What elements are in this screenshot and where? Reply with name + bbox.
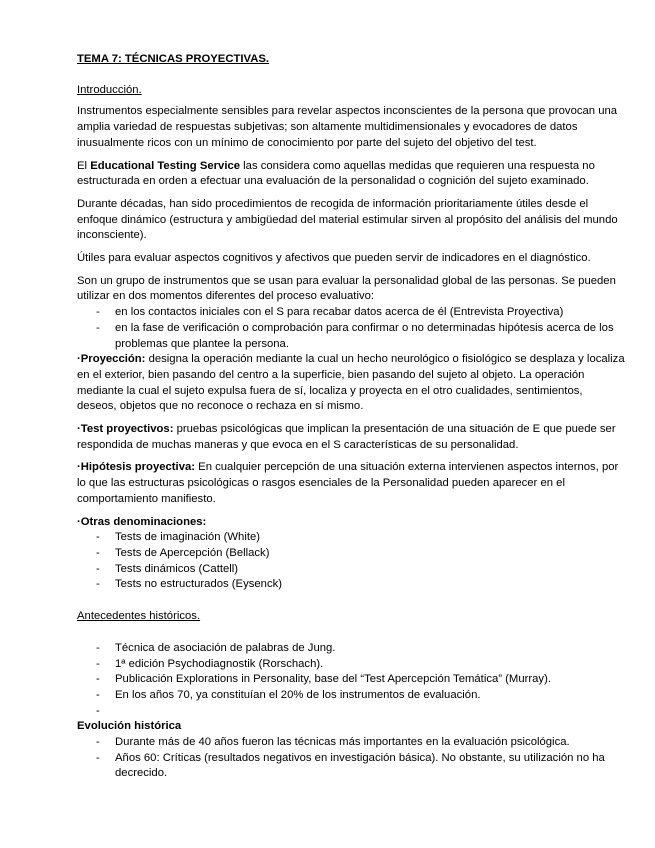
- intro-p2-prefix: El: [77, 159, 91, 172]
- document-page: [77, 52, 625, 782]
- proyeccion-term: ·Proyección:: [77, 353, 146, 366]
- hipotesis-term: ·Hipótesis proyectiva:: [77, 461, 196, 474]
- list-item: - Técnica de asociación de palabras de Jung.: [77, 641, 625, 657]
- antecedentes-list: [77, 641, 625, 720]
- dash-marker: -: [96, 641, 100, 654]
- dash-marker: -: [96, 578, 100, 591]
- dash-marker: -: [96, 321, 100, 334]
- proyeccion-definition: ·Proyección: designa la operación mediante la cual un hecho neurológico o fisiológico se desplaza y localiza en el exterior, bien pasando del centro a la superficie, bien pasando del sujeto al objeto. La operación mediante la cual el sujeto expulsa fuera de sí, localiza y proyecta en el otro cualidades, sentimientos, deseos, objetos que no reconoce o rechaza en sí mismo.: [77, 353, 625, 413]
- dash-marker: -: [96, 673, 100, 686]
- list-item: - Durante más de 40 años fueron las técnicas más importantes en la evaluación psicológica.: [77, 735, 625, 751]
- dash-marker: -: [96, 306, 100, 319]
- dash-marker: -: [96, 688, 100, 701]
- list-item: - Tests dinámicos (Cattell): [77, 562, 625, 578]
- dash-marker: -: [96, 562, 100, 575]
- test-term: ·Test proyectivos:: [77, 423, 174, 436]
- list-item: - Publicación Explorations in Personality, base del “Test Apercepción Temática” (Murray).: [77, 672, 625, 688]
- intro-p2-rest: las considera como aquellas medidas que requieren una respuesta no estructurada en orden a efectuar una evaluación de la personalidad o cognición del sujeto examinado.: [77, 159, 595, 188]
- ets-name: Educational Testing Service: [90, 159, 241, 172]
- list-item: - 1ª edición Psychodiagnostik (Rorschach).: [77, 657, 625, 673]
- intro-paragraph-5: Son un grupo de instrumentos que se usan para evaluar la personalidad global de las personas. Se pueden utilizar en dos momentos diferentes del proceso evaluativo:: [77, 274, 616, 303]
- intro-paragraph-2: [77, 159, 625, 190]
- test-proyectivos-definition: ·Test proyectivos: pruebas psicológicas que implican la presentación de una situación de E que puede ser respondida de muchas maneras y que evoca en el S características de su personalidad.: [77, 423, 616, 451]
- list-item: [77, 704, 625, 720]
- otras-denominaciones-list: [77, 530, 625, 593]
- otras-denominaciones-heading: ·Otras denominaciones:: [77, 515, 207, 528]
- dash-marker: -: [96, 657, 100, 670]
- list-item: - Años 60: Críticas (resultados negativos en investigación básica). No obstante, su utilización no ha decrecido.: [96, 751, 605, 780]
- list-item: - en la fase de verificación o comprobación para confirmar o no determinadas hipótesis acerca de los problemas que plantee la persona.: [96, 321, 614, 350]
- dash-marker: -: [96, 704, 100, 717]
- hipotesis-definition: ·Hipótesis proyectiva: En cualquier percepción de una situación externa intervienen aspectos internos, por lo que las estructuras psicológicas o rasgos esenciales de la Personalidad pueden aparecer en el comportamiento manifiesto.: [77, 461, 619, 505]
- dash-marker: -: [96, 736, 100, 749]
- evolucion-heading: Evolución histórica: [77, 720, 182, 733]
- dash-marker: -: [96, 531, 100, 544]
- moments-list: [77, 305, 625, 352]
- list-item: - en los contactos iniciales con el S para recabar datos acerca de él (Entrevista Proyectiva): [77, 305, 625, 321]
- dash-marker: -: [96, 546, 100, 559]
- antecedentes-heading: Antecedentes históricos.: [77, 610, 201, 623]
- intro-paragraph-1: Instrumentos especialmente sensibles para revelar aspectos inconscientes de la persona que provocan una amplia variedad de respuestas subjetivas; son altamente multidimensionales y evocadores de datos inusualmente ricos con un mínimo de conocimiento por parte del sujeto del objetivo del test.: [77, 105, 618, 149]
- list-item: - Tests de imaginación (White): [77, 530, 625, 546]
- list-item: - Tests no estructurados (Eysenck): [77, 577, 625, 593]
- intro-paragraph-4: Útiles para evaluar aspectos cognitivos y afectivos que pueden servir de indicadores en el diagnóstico.: [77, 252, 591, 265]
- page-title: TEMA 7: TÉCNICAS PROYECTIVAS.: [77, 53, 270, 65]
- intro-heading: Introducción.: [77, 83, 142, 96]
- list-item: - Tests de Apercepción (Bellack): [77, 546, 625, 562]
- intro-paragraph-3: Durante décadas, han sido procedimientos de recogida de información prioritariamente útiles desde el enfoque dinámico (estructura y ambigüedad del material estimular sirven al propósito del análisis del mundo inconsciente).: [77, 197, 618, 242]
- evolucion-list: [77, 735, 625, 782]
- dash-marker: -: [96, 751, 100, 764]
- list-item: - En los años 70, ya constituían el 20% de los instrumentos de evaluación.: [77, 688, 625, 704]
